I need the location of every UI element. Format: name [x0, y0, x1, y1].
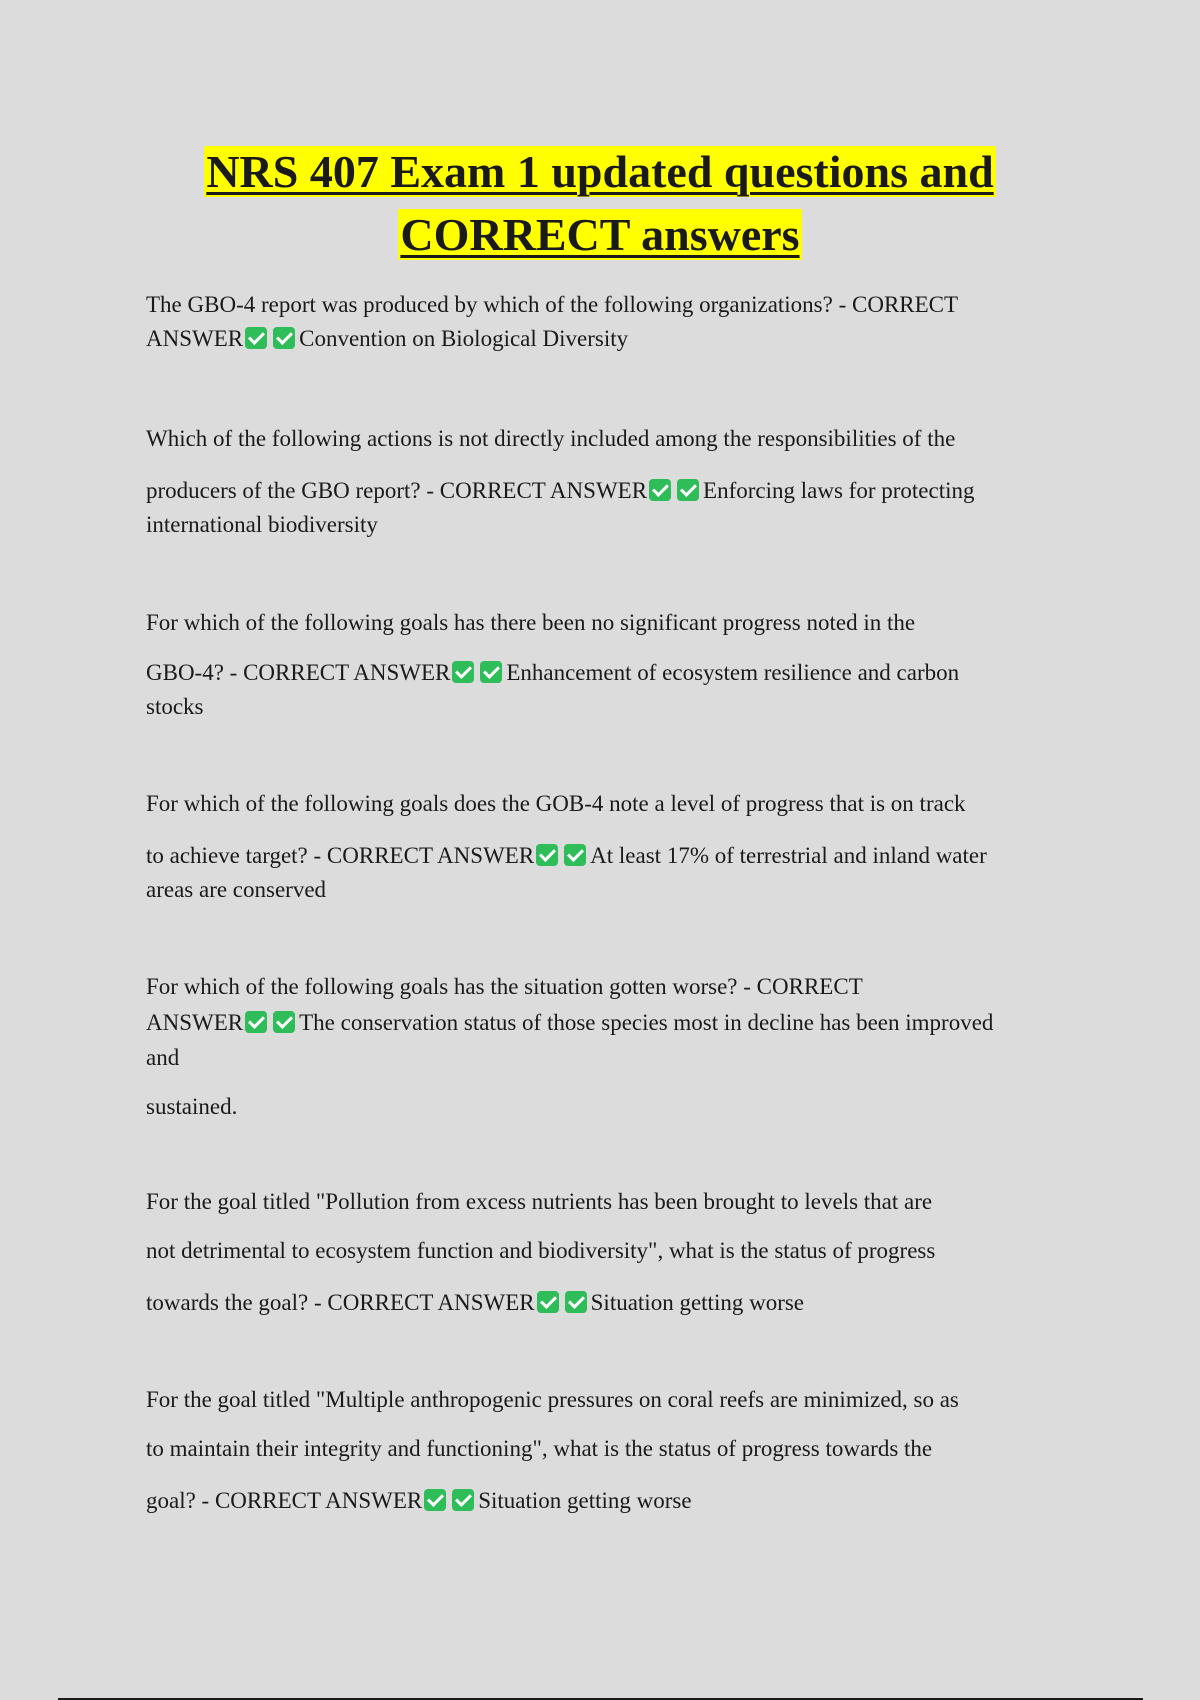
question-answer-line: [146, 839, 1046, 873]
qa-item-2: [146, 422, 1046, 542]
check-mark-icon: [565, 1291, 587, 1313]
answer-text: Enhancement of ecosystem resilience and carbon: [506, 660, 960, 685]
check-mark-icon: [677, 479, 699, 501]
answer-text: The conservation status of those species most in decline has been improved: [299, 1010, 994, 1035]
question-answer-line: [146, 656, 1046, 690]
question-line: GBO-4? - CORRECT ANSWER: [146, 660, 451, 685]
check-mark-icon: [564, 844, 586, 866]
answer-text: sustained.: [146, 1094, 238, 1119]
question-line: goal? - CORRECT ANSWER: [146, 1488, 423, 1513]
check-mark-icon: [273, 327, 295, 349]
check-mark-icon: [649, 479, 671, 501]
check-mark-icon: [452, 1489, 474, 1511]
question-line: producers of the GBO report? - CORRECT ANSWER: [146, 478, 648, 503]
question-line: For which of the following goals has there been no significant progress noted in the: [146, 610, 916, 635]
question-line: The GBO-4 report was produced by which of the following organizations? - CORRECT: [146, 292, 959, 317]
answer-text: and: [146, 1045, 180, 1070]
question-line: to achieve target? - CORRECT ANSWER: [146, 843, 535, 868]
answer-text: Convention on Biological Diversity: [299, 326, 629, 351]
question-answer-line: [146, 474, 1046, 508]
qa-item-5: [146, 969, 1046, 1124]
question-line: ANSWER: [146, 1010, 244, 1035]
question-line: For the goal titled "Pollution from excess nutrients has been brought to levels that are: [146, 1189, 933, 1214]
answer-text: areas are conserved: [146, 877, 327, 902]
qa-item-1: [146, 288, 1046, 356]
question-line: to maintain their integrity and functioning", what is the status of progress towards the: [146, 1436, 933, 1461]
question-line: towards the goal? - CORRECT ANSWER: [146, 1290, 535, 1315]
title-line-2: CORRECT answers: [400, 209, 800, 260]
qa-item-3: [146, 606, 1046, 724]
question-answer-line: [146, 1286, 1046, 1320]
check-mark-icon: [537, 1291, 559, 1313]
question-answer-line: [146, 322, 1046, 356]
check-mark-icon: [424, 1489, 446, 1511]
answer-text: At least 17% of terrestrial and inland water: [590, 843, 987, 868]
question-line: Which of the following actions is not directly included among the responsibilities of the: [146, 426, 956, 451]
question-answer-line: [146, 1484, 1046, 1518]
qa-item-7: [146, 1383, 1046, 1518]
answer-text: international biodiversity: [146, 512, 378, 537]
question-answer-line: [146, 1005, 1046, 1041]
check-mark-icon: [480, 661, 502, 683]
check-mark-icon: [452, 661, 474, 683]
check-mark-icon: [245, 1011, 267, 1033]
check-mark-icon: [273, 1011, 295, 1033]
question-line: For the goal titled "Multiple anthropogenic pressures on coral reefs are minimized, so as: [146, 1387, 959, 1412]
answer-text: Situation getting worse: [590, 1290, 805, 1315]
check-mark-icon: [245, 327, 267, 349]
qa-item-4: [146, 787, 1046, 907]
check-mark-icon: [536, 844, 558, 866]
title-line-1: NRS 407 Exam 1 updated questions and: [206, 146, 994, 197]
qa-item-6: [146, 1185, 1046, 1320]
question-line: For which of the following goals does the GOB-4 note a level of progress that is on track: [146, 791, 966, 816]
question-line: ANSWER: [146, 326, 244, 351]
answer-text: stocks: [146, 694, 204, 719]
document-title: [0, 140, 1200, 266]
question-line: not detrimental to ecosystem function and biodiversity", what is the status of progress: [146, 1238, 936, 1263]
answer-text: Enforcing laws for protecting: [703, 478, 975, 503]
answer-text: Situation getting worse: [478, 1488, 692, 1513]
question-line: For which of the following goals has the situation gotten worse? - CORRECT: [146, 974, 863, 999]
